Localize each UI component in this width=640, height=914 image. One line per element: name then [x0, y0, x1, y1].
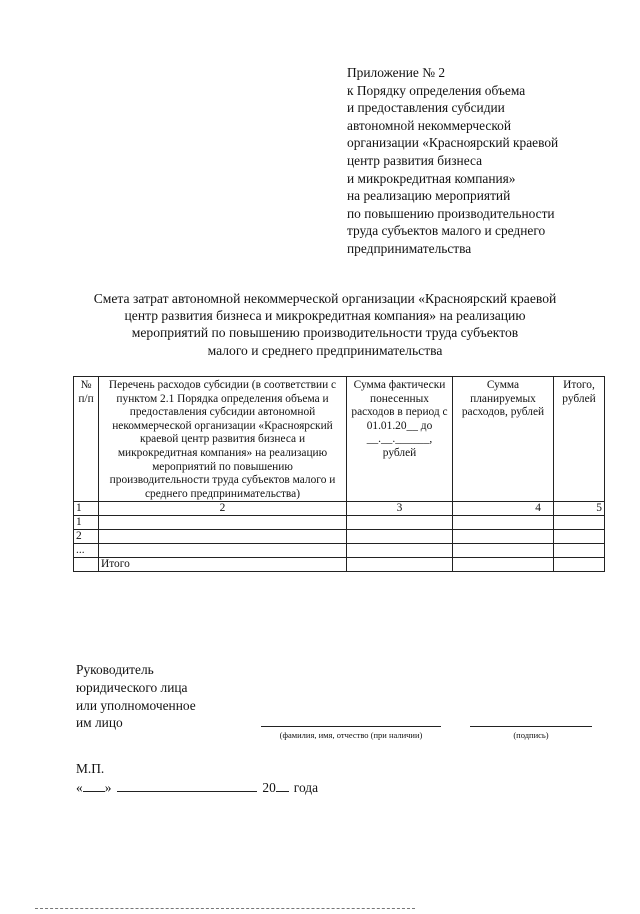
appendix-line: организации «Красноярский краевой	[347, 135, 559, 151]
total-row-number	[74, 558, 99, 572]
appendix-block	[347, 64, 627, 258]
appendix-line: и предоставления субсидии	[347, 100, 505, 116]
total-total-cell[interactable]	[554, 558, 605, 572]
row-number: 2	[74, 530, 99, 544]
date-open-quote: «	[76, 780, 83, 795]
header-planned-sum: Сумма планируемых расходов, рублей	[453, 377, 554, 502]
date-line	[76, 779, 318, 796]
title-line: малого и среднего предпринимательства	[207, 342, 443, 358]
appendix-line: предпринимательства	[347, 240, 472, 256]
title-line: центр развития бизнеса и микрокредитная компания» на реализацию	[124, 308, 526, 324]
row-expense-cell[interactable]	[99, 516, 347, 530]
row-planned-cell[interactable]	[453, 516, 554, 530]
signatory-line: или уполномоченное	[76, 697, 196, 713]
total-actual-cell[interactable]	[347, 558, 453, 572]
total-label: Итого	[99, 558, 347, 572]
column-number: 2	[99, 502, 347, 516]
row-planned-cell[interactable]	[453, 530, 554, 544]
estimate-table	[73, 376, 605, 572]
row-planned-cell[interactable]	[453, 544, 554, 558]
total-planned-cell[interactable]	[453, 558, 554, 572]
appendix-line: Приложение № 2	[347, 65, 446, 80]
row-number: 1	[74, 516, 99, 530]
column-number: 3	[347, 502, 453, 516]
row-total-cell[interactable]	[554, 530, 605, 544]
row-number: ...	[74, 544, 99, 558]
header-expense-list: Перечень расходов субсидии (в соответствии с пунктом 2.1 Порядка определения объема и предоставления субсидии автономной некоммерческой организации «Красноярский краевой центр развития бизнеса и микрокредитная компания» на реализацию мероприятий по повышению производительности труда субъектов малого и среднего предпринимательства)	[99, 377, 347, 502]
table-header-row	[74, 377, 605, 502]
year-suffix: года	[293, 780, 319, 795]
title-line: мероприятий по повышению производительности труда субъектов	[131, 325, 519, 341]
appendix-line: центр развития бизнеса	[347, 152, 483, 168]
signature-caption: (подпись)	[513, 730, 549, 740]
signature-line[interactable]	[470, 726, 592, 727]
appendix-line: автономной некоммерческой	[347, 117, 512, 133]
appendix-line: и микрокредитная компания»	[347, 170, 516, 186]
signatory-block	[76, 661, 196, 732]
header-actual-sum: Сумма фактически понесенных расходов в период с 01.01.20__ до __.__.______, рублей	[347, 377, 453, 502]
column-number-row	[74, 502, 605, 516]
total-row	[74, 558, 605, 572]
table-row	[74, 530, 605, 544]
row-expense-cell[interactable]	[99, 544, 347, 558]
row-actual-cell[interactable]	[347, 544, 453, 558]
full-name-line[interactable]	[261, 726, 441, 727]
table-row	[74, 544, 605, 558]
header-number: № п/п	[74, 377, 99, 502]
signatory-line: юридического лица	[76, 679, 188, 695]
date-close-quote: »	[104, 780, 112, 795]
row-actual-cell[interactable]	[347, 530, 453, 544]
month-blank[interactable]	[117, 779, 257, 792]
appendix-line: на реализацию мероприятий	[347, 188, 511, 204]
year-blank[interactable]	[276, 779, 289, 792]
column-number: 5	[554, 502, 605, 516]
signatory-line: им лицо	[76, 715, 123, 731]
appendix-line: по повышению производительности	[347, 205, 555, 221]
scan-edge-line	[35, 908, 415, 909]
row-actual-cell[interactable]	[347, 516, 453, 530]
stamp-label: М.П.	[76, 761, 105, 776]
full-name-caption: (фамилия, имя, отчество (при наличии)	[279, 730, 423, 740]
column-number: 4	[453, 502, 554, 516]
day-blank[interactable]	[83, 779, 105, 792]
column-number: 1	[74, 502, 99, 516]
header-total: Итого, рублей	[554, 377, 605, 502]
table-row	[74, 516, 605, 530]
title-line: Смета затрат автономной некоммерческой организации «Красноярский краевой	[93, 291, 557, 306]
document-title	[60, 290, 590, 359]
year-prefix: 20	[262, 780, 276, 795]
row-total-cell[interactable]	[554, 544, 605, 558]
appendix-line: к Порядку определения объема	[347, 82, 526, 98]
row-expense-cell[interactable]	[99, 530, 347, 544]
appendix-line: труда субъектов малого и среднего	[347, 223, 546, 239]
row-total-cell[interactable]	[554, 516, 605, 530]
signatory-line: Руководитель	[76, 662, 154, 677]
